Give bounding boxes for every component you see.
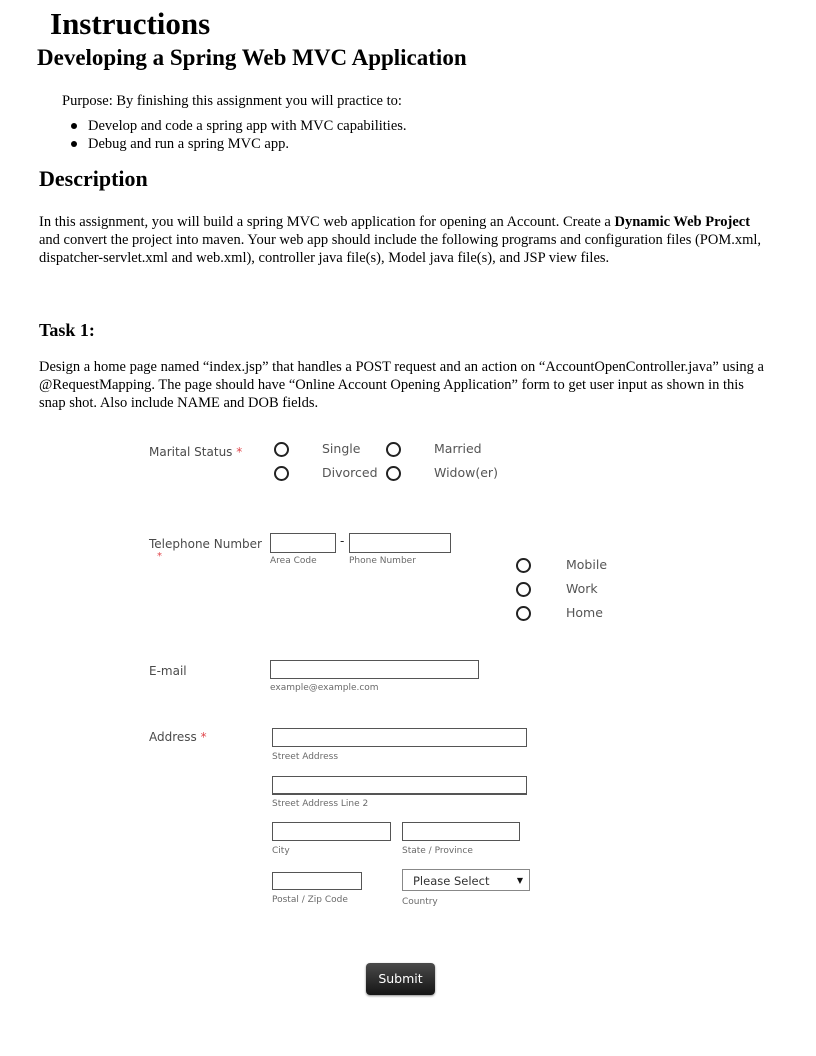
address-label xyxy=(149,730,207,744)
email-hint: example@example.com xyxy=(270,683,379,693)
required-marker: * xyxy=(200,730,207,744)
radio-divorced[interactable] xyxy=(274,466,289,481)
city-label: City xyxy=(272,846,290,856)
purpose-list xyxy=(70,117,407,153)
email-input[interactable] xyxy=(270,660,479,679)
option-divorced-label: Divorced xyxy=(322,465,378,480)
zip-code-label: Postal / Zip Code xyxy=(272,895,348,905)
phone-type-home-label: Home xyxy=(566,605,603,620)
assignment-title: Developing a Spring Web MVC Application xyxy=(37,45,467,70)
email-label: E-mail xyxy=(149,664,187,678)
page-title: Instructions xyxy=(50,6,211,41)
city-input[interactable] xyxy=(272,822,391,841)
radio-single[interactable] xyxy=(274,442,289,457)
state-label: State / Province xyxy=(402,846,473,856)
required-marker: * xyxy=(157,551,162,562)
purpose-bullet: Debug and run a spring MVC app. xyxy=(70,135,407,153)
zip-code-input[interactable] xyxy=(272,872,362,890)
telephone-label: Telephone Number xyxy=(149,537,262,551)
description-paragraph xyxy=(39,213,774,268)
option-married-label: Married xyxy=(434,441,482,456)
description-bold-text: Dynamic Web Project xyxy=(614,214,751,230)
description-text: In this assignment, you will build a spring MVC web application for opening an Account. Create a xyxy=(39,214,615,230)
marital-status-label-text: Marital Status xyxy=(149,445,233,459)
area-code-label: Area Code xyxy=(270,556,317,566)
phone-separator: - xyxy=(340,534,345,548)
phone-type-mobile-label: Mobile xyxy=(566,557,608,572)
radio-mobile[interactable] xyxy=(516,558,531,573)
radio-married[interactable] xyxy=(386,442,401,457)
state-input[interactable] xyxy=(402,822,520,841)
phone-number-label: Phone Number xyxy=(349,556,416,566)
country-label: Country xyxy=(402,897,438,907)
option-single-label: Single xyxy=(322,441,361,456)
task1-paragraph: Design a home page named “index.jsp” that handles a POST request and an action on “AccountOpenController.java” using a @RequestMapping. The page should have “Online Account Opening Application” form to get user input as shown in this snap shot. Also include NAME and DOB fields. xyxy=(39,359,764,412)
task1-heading: Task 1: xyxy=(39,320,95,340)
phone-type-work-label: Work xyxy=(566,581,598,596)
street-address-label: Street Address xyxy=(272,752,339,762)
required-marker: * xyxy=(236,445,243,459)
street-address-line2-label: Street Address Line 2 xyxy=(272,799,369,809)
submit-button[interactable]: Submit xyxy=(366,963,435,995)
phone-number-input[interactable] xyxy=(349,533,451,553)
street-address-line2-input[interactable] xyxy=(272,776,527,795)
radio-home[interactable] xyxy=(516,606,531,621)
purpose-intro: Purpose: By finishing this assignment you will practice to: xyxy=(62,93,402,109)
description-heading: Description xyxy=(39,166,148,191)
address-label-text: Address xyxy=(149,730,197,744)
country-select[interactable] xyxy=(402,869,530,891)
description-text-continued: and convert the project into maven. Your web app should include the following programs and configuration files (POM.xml, dispatcher-servlet.xml and web.xml), controller java file(s), Model java file(s), and JSP view files. xyxy=(39,232,762,267)
area-code-input[interactable] xyxy=(270,533,336,553)
street-address-input[interactable] xyxy=(272,728,527,747)
chevron-down-icon: ▼ xyxy=(516,876,523,885)
radio-work[interactable] xyxy=(516,582,531,597)
option-widower-label: Widow(er) xyxy=(434,465,498,480)
radio-widower[interactable] xyxy=(386,466,401,481)
purpose-bullet: Develop and code a spring app with MVC capabilities. xyxy=(70,117,407,135)
marital-status-label xyxy=(149,445,242,459)
country-selected-value: Please Select xyxy=(413,874,490,888)
